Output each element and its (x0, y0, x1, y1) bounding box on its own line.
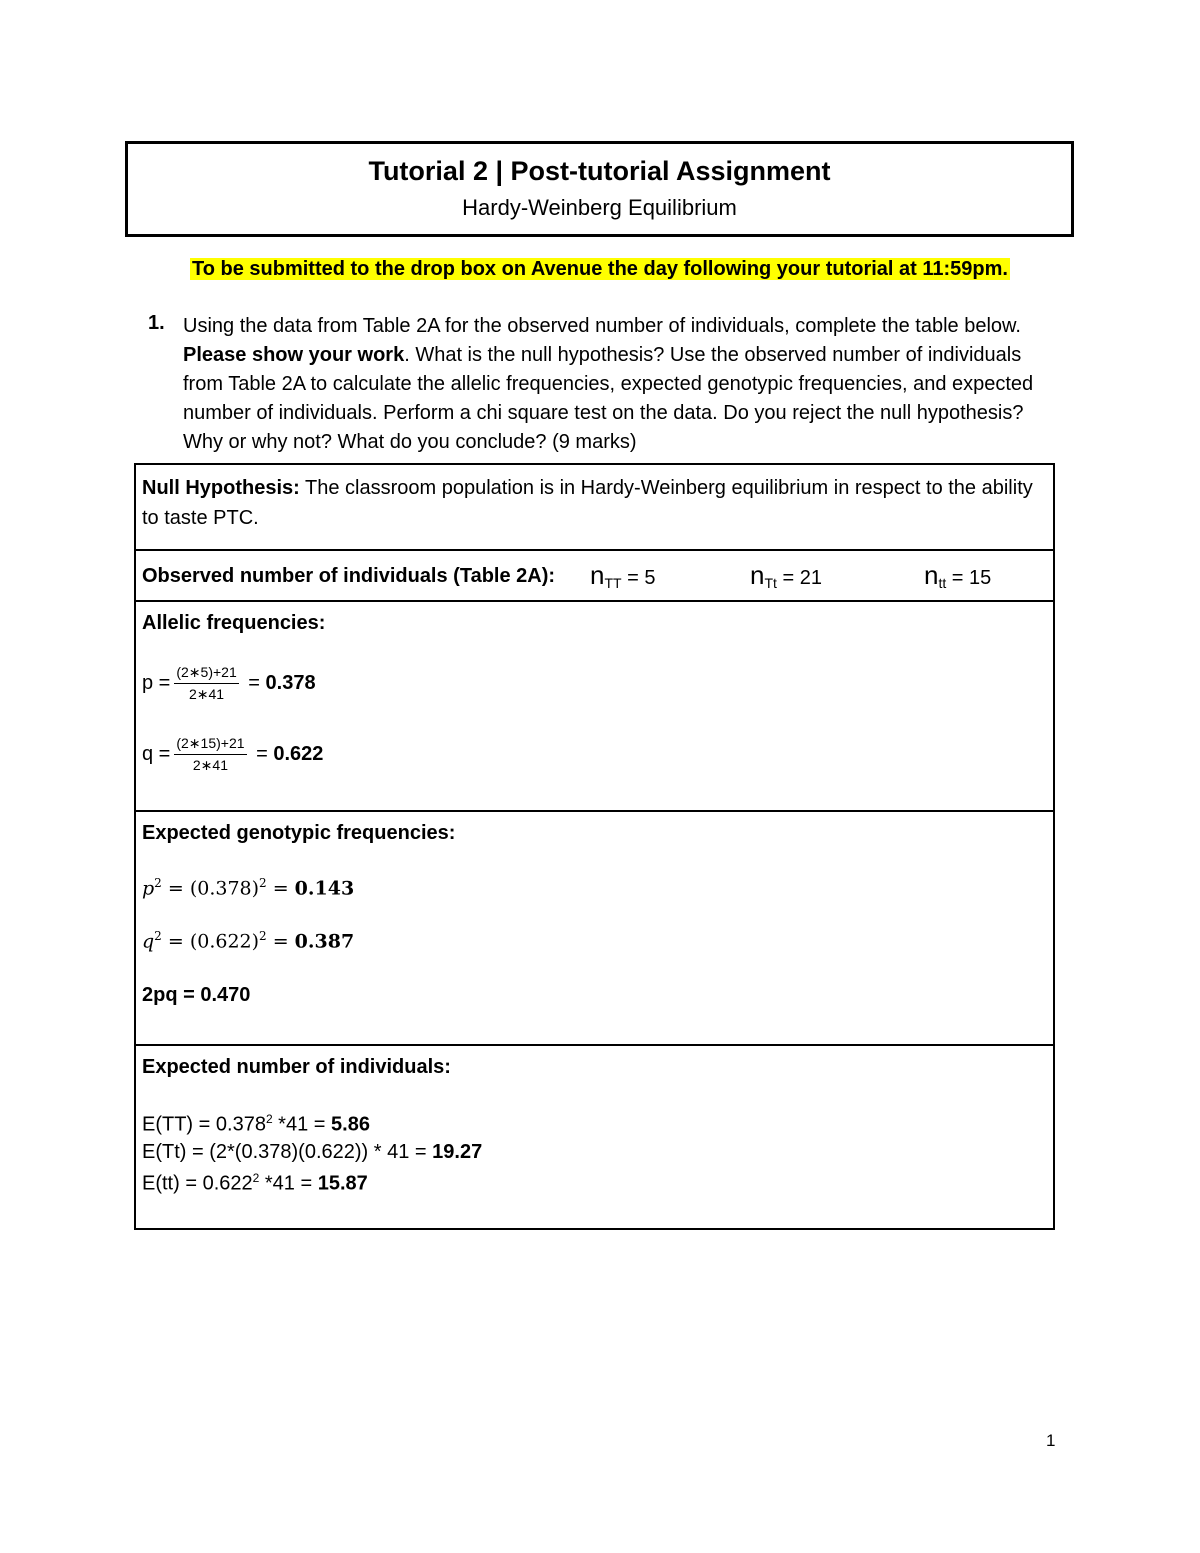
page-number: 1 (1046, 1431, 1056, 1450)
expected-Tt-a: E(Tt) = (2*(0.378)(0.622)) * 41 = (142, 1141, 433, 1163)
observed-label: Observed number of individuals (Table 2A): (142, 565, 556, 587)
p2-base: (0.378) (189, 877, 260, 900)
p-label: p = (142, 671, 171, 694)
q-result: 0.622 (273, 742, 324, 765)
n-Tt: $n_{Tt} = 21$ (750, 560, 822, 591)
expected-tt-b: *41 = (259, 1172, 318, 1195)
question-text-bold: Please show your work (183, 344, 405, 366)
question-text-a: Using the data from Table 2A for the observed number of individuals, complete the table below. (183, 315, 1021, 337)
expected-TT-a: E(TT) = 0.378 (142, 1113, 266, 1136)
q2-var: q (142, 930, 155, 953)
q2-result: 0.387 (294, 930, 355, 953)
q-label: q = (142, 742, 171, 765)
p-numerator: (2∗5)+21 (174, 664, 238, 684)
expected-label: Expected number of individuals: (142, 1056, 451, 1078)
page-title: Tutorial 2 | Post-tutorial Assignment (368, 156, 831, 186)
n-TT-value: = 5 (621, 567, 656, 589)
expected-tt-a: E(tt) = 0.622 (142, 1172, 253, 1195)
two-pq: 2pq = 0.470 (142, 984, 251, 1006)
q2-base: (0.622) (189, 930, 260, 953)
p2-var: p (142, 877, 155, 900)
question-text-b: . What is the null hypothesis? Use the observed number of individuals from Table 2A to calculate the allelic frequencies, expected genotypic frequencies, and expected number of individuals. Perform a chi square test on the data. Do you reject the null hypothesis? Why or why not? What do you conclude? (9 marks) (183, 344, 1034, 453)
expected-TT: $E(TT) = 0.378^2$ *41 = 5.86 (142, 1112, 370, 1136)
submission-notice (0, 258, 1200, 281)
title-box (125, 141, 1074, 237)
genotypic-row (136, 812, 1053, 1046)
question-text (183, 312, 1063, 457)
expected-tt: $E(tt) = 0.622^2$ *41 = 15.87 (142, 1171, 368, 1195)
n-Tt-value: = 21 (776, 567, 822, 589)
q-fraction (174, 735, 246, 774)
genotypic-label: Expected genotypic frequencies: (142, 822, 456, 844)
null-hypothesis-text: The classroom population is in Hardy-Weinberg equilibrium in respect to the ability to taste PTC. (142, 477, 1033, 529)
null-hypothesis-row (136, 465, 1053, 551)
allelic-row (136, 602, 1053, 812)
n-tt-sub: tt (938, 575, 947, 591)
expected-TT-b: *41 = (272, 1113, 332, 1136)
n-TT-sub: TT (604, 575, 622, 591)
n-tt: $n_{tt} = 15$ (924, 560, 992, 591)
p-equation: p = $\frac{(2∗5)+21}{2∗41}$ = 0.378 (142, 664, 316, 702)
p-denominator: 2∗41 (189, 686, 225, 702)
p-result: 0.378 (265, 671, 316, 694)
observed-row (136, 551, 1053, 602)
q-numerator: (2∗15)+21 (174, 735, 246, 755)
submission-notice-text: To be submitted to the drop box on Avenue the day following your tutorial at 11:59pm. (192, 258, 1008, 280)
n-TT: $n_{TT} = 5$ (590, 560, 656, 591)
p2-result: 0.143 (294, 877, 355, 900)
q-squared-equation: $q^2 = (0.622)^2 = 0.387$ (142, 929, 355, 953)
n-tt-value: = 15 (946, 567, 992, 589)
answer-table (134, 463, 1055, 1230)
expected-Tt-result: 19.27 (432, 1141, 483, 1163)
expected-Tt (142, 1141, 482, 1164)
expected-row (136, 1046, 1053, 1228)
p-squared-equation: $p^2 = (0.378)^2 = 0.143$ (142, 876, 355, 900)
q-denominator: 2∗41 (192, 757, 228, 773)
q-equation: q = $\frac{(2∗15)+21}{2∗41}$ = 0.622 (142, 735, 324, 773)
question-number: 1. (148, 312, 165, 334)
n-Tt-sub: Tt (764, 575, 777, 591)
expected-tt-result: 15.87 (317, 1172, 368, 1195)
page-subtitle: Hardy-Weinberg Equilibrium (462, 195, 737, 220)
expected-TT-result: 5.86 (331, 1113, 370, 1136)
allelic-label: Allelic frequencies: (142, 612, 326, 634)
p-fraction (174, 664, 238, 703)
null-hypothesis-label: Null Hypothesis: (142, 477, 300, 499)
